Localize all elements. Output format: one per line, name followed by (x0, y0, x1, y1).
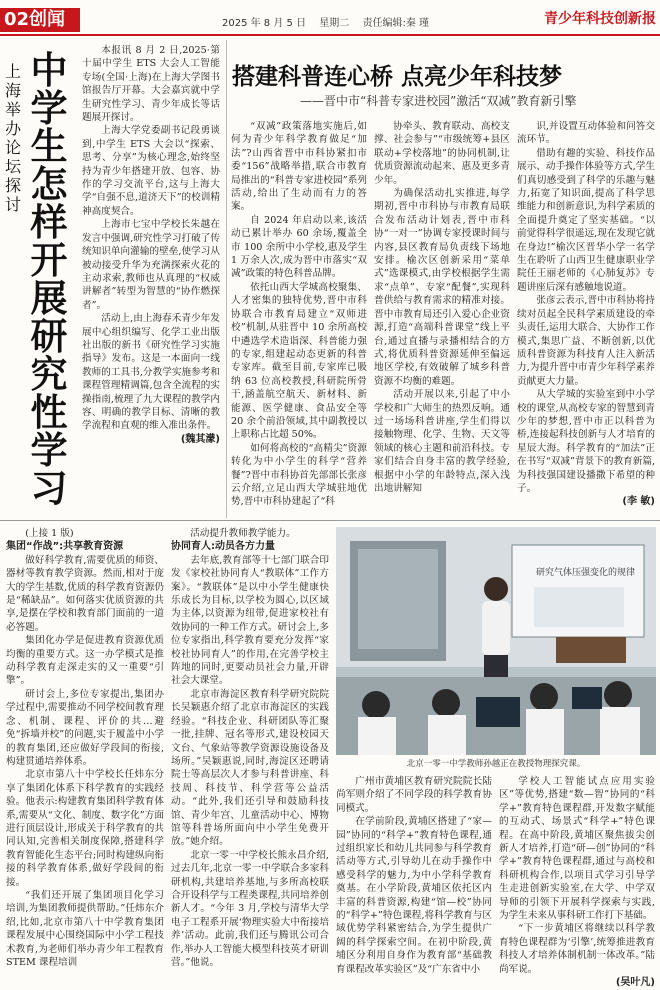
paragraph: 研讨会上,多位专家提出,集团办学过程中,需要推动不同学校间教育理念、机制、课程、评价的共…避免“拆墙并校”的问题,实于履盖中小学的教育集团,还应做好学段间的衔接,构建贯通培养体系。 (6, 688, 164, 767)
paragraph: 在学前阶段,黄埔区搭建了“家—园”协同的“科学+”教育特色课程,通过组织家长和幼儿共同参与科学教育活动等方式,引导幼儿在动手操作中感受科学的魅力,为中小学科学教育奠基。在小学阶段,黄埔区依托区内丰富的科普资源,构建“馆—校”协同的“科学+”特色课程,将科学教育与区域优势学科紧密结合,为学生提供广阔的科学探索空间。在初中阶段,黄埔区分利用自身作为教育部“基础教育课程改革实验区”及“广东省中小 (336, 816, 492, 975)
column-divider (226, 40, 227, 518)
bottom-article-column-3 (336, 775, 492, 975)
paragraph: “我们还开展了集团项目化学习培训,为集团教师提供帮助。”任炜东介绍,比如,北京市第八十中学教育集团课程发展中心围绕国际中小学工程技术教育,为老师们举办青少年工程教育 STEM 课程培训 (6, 889, 164, 968)
left-article-title: 中学生怎样开展研究性学习 (30, 49, 68, 510)
header-rule (0, 34, 660, 36)
paragraph: 借助有趣的实验、科技作品展示、动手操作体验等方式,学生们真切感受到了科学的乐趣与魅力,拓宽了知识面,提高了科学思维能力和创新意识,为科学素质的全面提升奠定了坚实基础。“以前觉得科学很遥远,现在发现它就在身边!”榆次区晋华小学一名学生在聆听了山西卫生健康职业学院任王丽老师的《心肺复苏》专题讲座后深有感触地说道。 (517, 147, 655, 293)
paragraph: 自 2024 年启动以来,该活动已累计举办 60 余场,覆盖全市 100 余所中小学校,惠及学生 1 万余人次,成为晋中市落实“双减”政策的特色科普品牌。 (231, 214, 367, 280)
main-article-column-1 (231, 120, 367, 516)
bottom-article-column-1 (6, 527, 164, 967)
left-article-body (82, 44, 220, 514)
paragraph: 从大学城的实验室到中小学校的课堂,从高校专家的智慧到青少年的梦想,晋中市正以科普为桥,连接起科技创新与人才培育的星辰大海。科学教育的“加法”正在书写“双减”背景下的教育新篇,为科技强国建设播撒下希望的种子。 (517, 389, 655, 494)
paragraph: 张彦云表示,晋中市科协将持续对员起全民科学素质建设的牵头责任,运用大联合、大协作工作模式,集思广益、不断创新,以优质科普资源为科技育人注入新活力,为提升晋中市青少年科学素养贡献更大力量。 (517, 295, 655, 387)
paragraph: 做好科学教育,需要优质的师资、器材等教育教学资源。然而,相对于庞大的学生基数,优质的科学教育资源仍是“稀缺品”。如何落实优质资源的共享,是摆在学校和教育部门面前的一道必答题。 (6, 554, 164, 633)
date-line (222, 14, 439, 29)
page-header (0, 0, 660, 34)
slide-title: 研究气体压强变化的规律 (536, 568, 636, 578)
paragraph: “双减”政策落地实施后,如何为青少年科学教育做足“加法”?山西省晋中市科协紧扣市委“156”战略举措,联合市教育局推出的“科普专家进校园”系列活动,给出了生动而有力的答案。 (231, 121, 367, 213)
bottom-article-column-2 (171, 527, 329, 967)
paragraph: 北京一零一中学校长熊永昌介绍,过去几年,北京一零一中学联合多家科研机构,共建培养基地,与多所高校联合开设科学与工程类课程,共同培养创新人才。“今年 3 月,学校与清华大学电子工程系开展‘物理实验大中衔接培养’活动。此前,我们还与腾讯公司合作,举办人工智能大模型科技英才研训营。”他说。 (171, 849, 329, 968)
issue-date: 2025 年 8 月 5 日 (222, 18, 307, 29)
paragraph: 北京市海淀区教育科学研究院院长吴颖惠介绍了北京市海淀区的实践经验。“科技企业、科研团队等汇聚一批,挂牌、冠名等形式,建设校园天文台、气象站等教学资源设施设备及场所。”吴颖惠说,同时,海淀区还聘请院士等高层次人才参与科普讲座、科技周、科技节、科学营等公益活动。“此外,我们还引导和鼓励科技馆、青少年宫、儿童活动中心、博物馆等科普场所面向中小学生免费开放。”她介绍。 (171, 688, 329, 848)
paragraph: 如何将高校的“高精尖”资源转化为中小学生的科学“营养餐”?晋中市科协首先部部长张彦云介绍,立足山西大学城驻地优势,晋中市科协建起了“科 (231, 442, 367, 508)
paragraph: 集团化办学是促进教育资源优质均衡的重要方式。这一办学模式是推动科学教育走深走实的又一重要“引擎”。 (6, 635, 164, 687)
bottom-article-column-4 (499, 775, 655, 989)
byline: (李 敏) (622, 496, 655, 508)
paragraph: 去年底,教育部等十七部门联合印发《家校社协同育人“教联体”工作方案》。“教联体”是以中小学生健康快乐成长为目标,以学校为圆心,以区域为主体,以资源为纽带,促进家校社有效协同的一种工作方式。研讨会上,多位专家指出,科学教育要充分发挥“家校社协同育人”的作用,在完善学校主阵地的同时,更要动员社会力量,开辟社会大课堂。 (171, 554, 329, 687)
main-article-title: 搭建科普连心桥 点亮少年科技梦 (232, 64, 563, 90)
section-label: 02创闻 (0, 8, 80, 32)
issue-weekday: 星期二 (319, 18, 350, 29)
paragraph: 协牵头、教育联动、高校支撑、社会参与”“市级统筹+县区联动+学校落地”的协同机制,让优质资源流动起来、惠及更多青少年。 (374, 121, 510, 186)
editor-credit: 责任编辑:秦 瑾 (362, 18, 430, 29)
subheading: 集团“作战”:共享教育资源 (6, 541, 124, 553)
photo-caption: 北京一零一中学教师孙越正在教授物理探究课。 (406, 759, 586, 769)
classroom-photo (336, 527, 656, 755)
paragraph: 为确保活动扎实推进,每学期初,晋中市科协与市教育局联合发布活动计划表,晋中市科协“一对一”协调专家授课时间与内容,县区教育局负责线下场地安排。榆次区创新采用“菜单式”选课模式,由学校根据学生需求“点单”、专家“配餐”,实现科普供给与教育需求的精准对接。晋中市教育局还引入爱心企业资源,打造“高端科普课堂”线上平台,通过直播与录播相结合的方式,将优质科普资源延伸至偏远地区学校,有效破解了城乡科普资源不均衡的难题。 (374, 188, 510, 387)
paragraph: 依托山西大学城高校聚集、人才密集的独特优势,晋中市科协联合市教育局建立“双师进校”机制,从驻晋中 10 余所高校中遴选学术造诣深、科普能力强的专家,组建起动态更新的科普专家库。截至目前,专家库已吸纳 63 位高校教授,科研院所骨干,涵盖航空航天、新材料、新能源、医学健康、食品安全等 20 余个前沿领域,其中副教授以上职称占比超 50%。 (231, 281, 367, 441)
left-article-subtitle: 上海举办论坛探讨 (4, 62, 21, 214)
section-divider (0, 520, 660, 521)
main-article-column-2 (374, 120, 510, 516)
paragraph: 活动提升教师教学能力。 (190, 528, 296, 539)
paragraph: 活动开展以来,引起了中小学校和广大师生的热烈反响。通过一场场科普讲座,学生们得以接触物理、化学、生物、天文等领域的核心主题和前沿科技。专家们结合自身丰富的教学经验,根据中小学的年龄特点,深入浅出地讲解知 (374, 389, 510, 494)
classroom-photo-illustration (336, 527, 656, 755)
main-article-subtitle: ——晋中市“科普专家进校园”激活“双减”教育新引擎 (300, 94, 577, 108)
paragraph: 活动上,由上海春禾青少年发展中心组织编写、化学工业出版社出版的新书《研究性学习实施指导》发布。这是一本面向一线教师的工具书,分教学实施参考和课程管理精调篇,包含全流程的实操指南,梳理了九大课程的教学内容、明确的教学目标、清晰的教学流程和直观的维入准出条件。 (82, 313, 220, 432)
main-article-column-3 (517, 120, 655, 516)
paragraph: 北京市第八十中学校长任炜东分享了集团化体系下科学教育的实践经验。他表示:构建教育集团科学教育体系,需要从“文化、制度、数字化”方面进行顶层设计,形成关于科学教育的共同认知,完善相关制度保障,搭建科学教育智能化生态平台;同时构建纵向衔接的科学教育体系,做好学段间的衔接。 (6, 769, 164, 888)
paragraph: 上海市七宝中学校长朱越在发言中强调,研究性学习打破了传统知识单向灌输的壁垒,使学习从被动接受升华为充满探索火花的主动求索,教师也从真理的“权威讲解者”转型为智慧的“协作燃探者”。 (82, 219, 220, 311)
subheading: 协同育人:动员各方力量 (171, 541, 275, 553)
paragraph: 识,并设置互动体验和问答交流环节。 (517, 121, 655, 146)
newspaper-logo: 青少年科技创新报 (544, 11, 656, 27)
byline: (吴叶凡) (615, 977, 655, 989)
paragraph: 学校人工智能试点应用实验区”等优势,搭建“数—智”协同的“科学+”教育特色课程群,开发数字赋能的互动式、场景式“科学+”特色课程。在高中阶段,黄埔区聚焦拔尖创新人才培养,打造“研—创”协同的“科学+”教育特色课程群,通过与高校和科研机构合作,以项目式学习引导学生走进创新实验室,在大学、中学双导师的引领下开展科学探索与实践,为学生未来从事科研工作打下基础。 (499, 776, 655, 922)
paragraph: (上接 1 版) (25, 528, 74, 539)
paragraph: 上海大学党委副书记段勇谈到,中学生 ETS 大会以“探索、思考、分享”为核心理念,始终坚持为青少年搭建开放、包容、协作的学习交流平台,这与上海大学“自强不息,道济天下”的校训精神高度契合。 (82, 125, 220, 217)
paragraph: “下一步黄埔区将继续以科学教育特色课程群为‘引擎’,统筹推进教育科技人才培养体制机制一体改革。”陆尚军说。 (499, 923, 655, 975)
byline: (魏其濛) (180, 433, 220, 445)
paragraph: 广州市黄埔区教育研究院院长陆尚军则介绍了不同学段的科学教育协同模式。 (336, 776, 492, 814)
paragraph: 本报讯 8 月 2 日,2025·第十届中学生 ETS 大会人工智能专场(全国·上海)在上海大学图书馆报告厅开幕。大会嘉宾就中学生研究性学习、青少年成长等话题展开探讨。 (82, 45, 220, 124)
